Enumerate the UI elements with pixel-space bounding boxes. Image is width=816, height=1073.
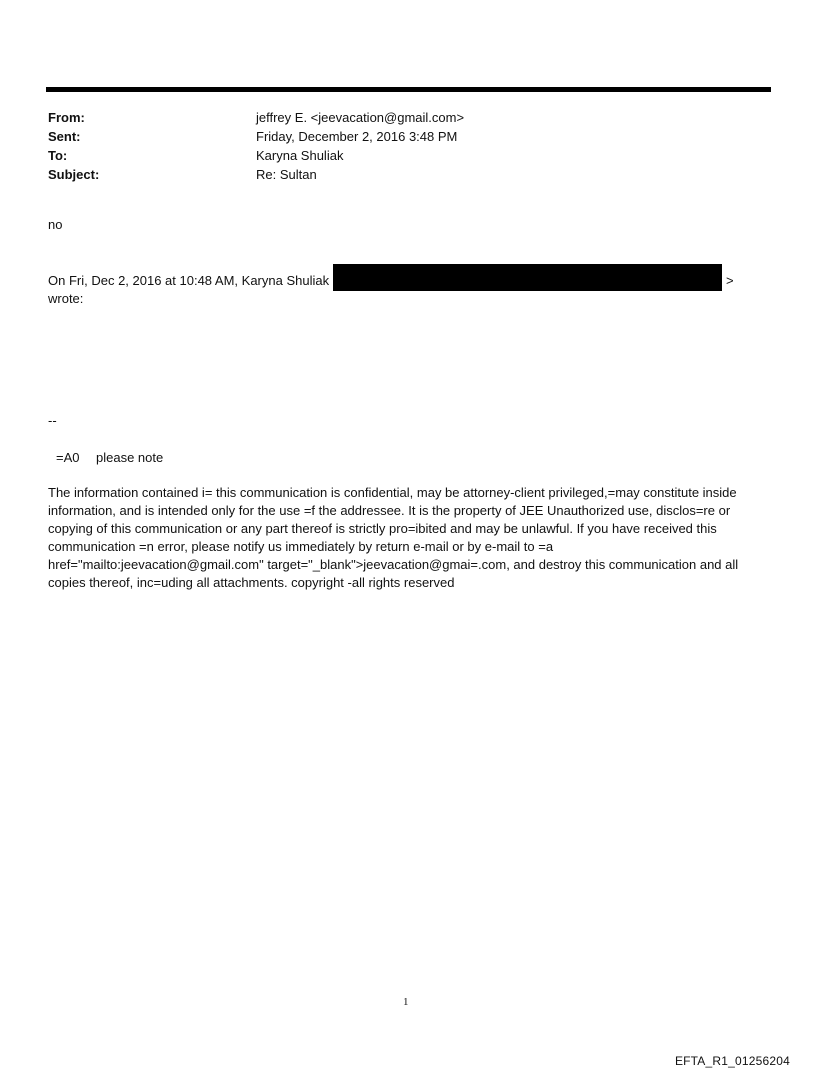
to-value: Karyna Shuliak [256, 148, 344, 163]
signature-separator: -- [48, 413, 57, 428]
subject-row [48, 165, 748, 184]
email-header [48, 108, 748, 184]
subject-label: Subject: [48, 167, 100, 182]
note-text: please note [96, 450, 164, 465]
header-divider [46, 87, 771, 92]
sent-label: Sent: [48, 129, 81, 144]
to-label: To: [48, 148, 68, 163]
from-label: From: [48, 110, 85, 125]
page-number: 1 [403, 996, 409, 1008]
sent-row [48, 127, 748, 146]
reply-text: no [48, 217, 63, 232]
sent-value: Friday, December 2, 2016 3:48 PM [256, 129, 458, 144]
to-row [48, 146, 748, 165]
from-value: jeffrey E. <jeevacation@gmail.com> [256, 110, 465, 125]
quote-wrote: wrote: [48, 291, 84, 306]
quote-intro: On Fri, Dec 2, 2016 at 10:48 AM, Karyna Shuliak [48, 273, 330, 288]
note-code: =A0 [56, 450, 80, 465]
redaction-block [333, 264, 722, 291]
from-row [48, 108, 748, 127]
note-line [56, 449, 163, 467]
quote-close: > [726, 273, 734, 288]
confidentiality-disclaimer: The information contained i= this communication is confidential, may be attorney-client privileged,=may constitute inside information, and is intended only for the use =f the addressee. It is the property of JEE Unauthorized use, disclos=re or copying of this communication or any part thereof is strictly pro=ibited and may be unlawful. If you have received this communication =n error, please notify us immediately by return e-mail or by e-mail to =a href="mailto:jeevacation@gmail.com" target="_blank">jeevacation@gmai=.com, and destroy this communication and all copies thereof, inc=uding all attachments. copyright -all rights reserved [48, 485, 739, 590]
document-id: EFTA_R1_01256204 [674, 1054, 790, 1068]
subject-value: Re: Sultan [256, 167, 317, 182]
